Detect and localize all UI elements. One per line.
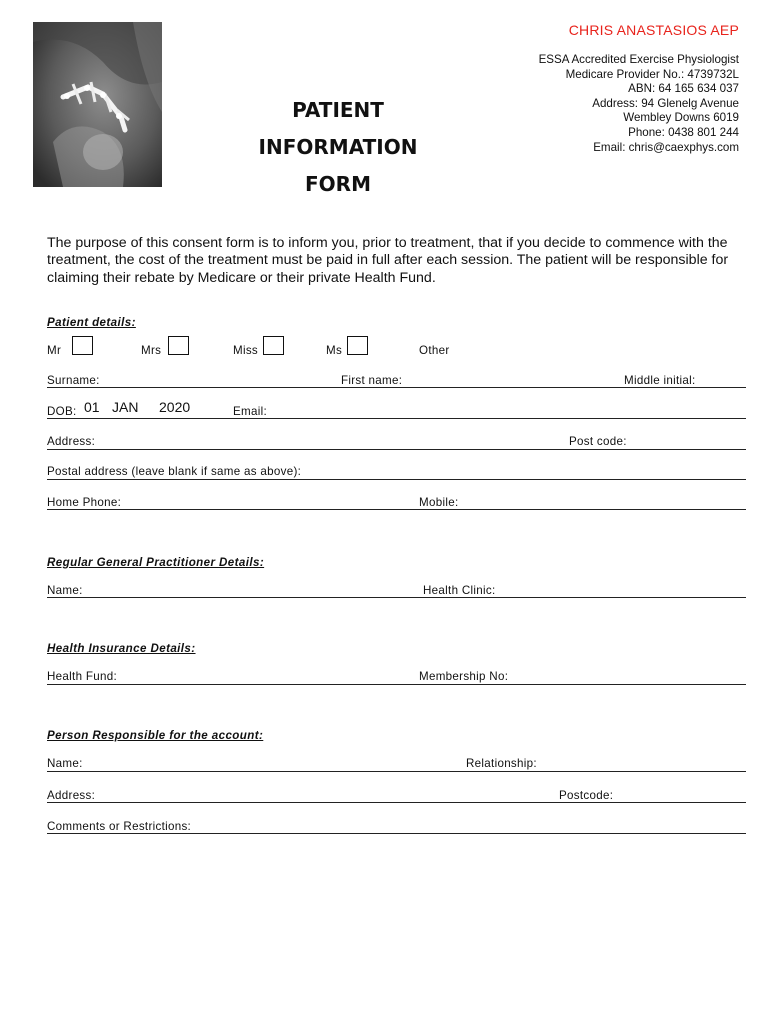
gp-details-heading: Regular General Practitioner Details: <box>47 556 265 569</box>
form-title <box>238 92 438 203</box>
responsible-address-label: Address: <box>47 789 96 802</box>
title-ms-checkbox[interactable] <box>347 336 368 355</box>
title-ms-label: Ms <box>326 344 343 357</box>
title-mr-label: Mr <box>47 344 62 357</box>
practice-info-line: Medicare Provider No.: 4739732L <box>565 67 739 81</box>
patient-details-heading: Patient details: <box>47 316 136 329</box>
comments-label: Comments or Restrictions: <box>47 820 192 833</box>
title-other-label: Other <box>419 344 450 357</box>
person-responsible-heading: Person Responsible for the account: <box>47 729 264 742</box>
practice-info-line: Address: 94 Glenelg Avenue <box>592 96 739 110</box>
title-miss-label: Miss <box>233 344 259 357</box>
middle-initial-label: Middle initial: <box>624 374 696 387</box>
consent-intro-text: The purpose of this consent form is to inform you, prior to treatment, that if you decide to commence with the treatment, the cost of the treatment must be paid in full after each session. The patient will be responsible for claiming their rebate by Medicare or their private Health Fund. <box>47 235 729 286</box>
insurance-field-line[interactable] <box>47 684 746 685</box>
postal-address-label: Postal address (leave blank if same as above): <box>47 465 302 478</box>
post-code-label: Post code: <box>569 435 627 448</box>
practice-info-line: ABN: 64 165 634 037 <box>628 82 739 96</box>
title-mr-checkbox[interactable] <box>72 336 93 355</box>
email-label: Email: <box>233 405 268 418</box>
phone-field-line[interactable] <box>47 509 746 510</box>
relationship-label: Relationship: <box>466 757 537 770</box>
hip-xray-image <box>33 22 162 187</box>
practice-info-line: Email: chris@caexphys.com <box>593 140 739 154</box>
membership-no-label: Membership No: <box>419 670 509 683</box>
gp-name-label: Name: <box>47 584 83 597</box>
dob-label: DOB: <box>47 405 77 418</box>
form-title-line-1: PATIENT <box>292 98 384 122</box>
title-miss-checkbox[interactable] <box>263 336 284 355</box>
dob-month-value[interactable]: JAN <box>112 399 139 415</box>
health-insurance-heading: Health Insurance Details: <box>47 642 196 655</box>
responsible-address-field-line[interactable] <box>47 802 746 803</box>
gp-field-line[interactable] <box>47 597 746 598</box>
dob-day-value[interactable]: 01 <box>84 399 100 415</box>
comments-field-line[interactable] <box>47 833 746 834</box>
responsible-name-label: Name: <box>47 757 83 770</box>
health-fund-label: Health Fund: <box>47 670 117 683</box>
practice-info <box>539 53 739 155</box>
practice-info-line: ESSA Accredited Exercise Physiologist <box>538 53 739 66</box>
dob-email-field-line[interactable] <box>47 418 746 419</box>
practice-info-line: Phone: 0438 801 244 <box>628 125 739 139</box>
title-mrs-checkbox[interactable] <box>168 336 189 355</box>
home-phone-label: Home Phone: <box>47 496 122 509</box>
surname-label: Surname: <box>47 374 100 387</box>
form-title-line-3: FORM <box>305 172 371 196</box>
surname-field-line[interactable] <box>47 387 746 388</box>
practice-name: CHRIS ANASTASIOS AEP <box>568 22 739 38</box>
address-label: Address: <box>47 435 96 448</box>
first-name-label: First name: <box>341 374 403 387</box>
dob-year-value[interactable]: 2020 <box>159 399 191 415</box>
postal-address-field-line[interactable] <box>47 479 746 480</box>
address-field-line[interactable] <box>47 449 746 450</box>
title-mrs-label: Mrs <box>141 344 162 357</box>
practice-info-line: Wembley Downs 6019 <box>623 111 739 125</box>
health-clinic-label: Health Clinic: <box>423 584 496 597</box>
responsible-name-field-line[interactable] <box>47 771 746 772</box>
form-title-line-2: INFORMATION <box>258 135 418 159</box>
mobile-label: Mobile: <box>419 496 459 509</box>
responsible-postcode-label: Postcode: <box>559 789 614 802</box>
